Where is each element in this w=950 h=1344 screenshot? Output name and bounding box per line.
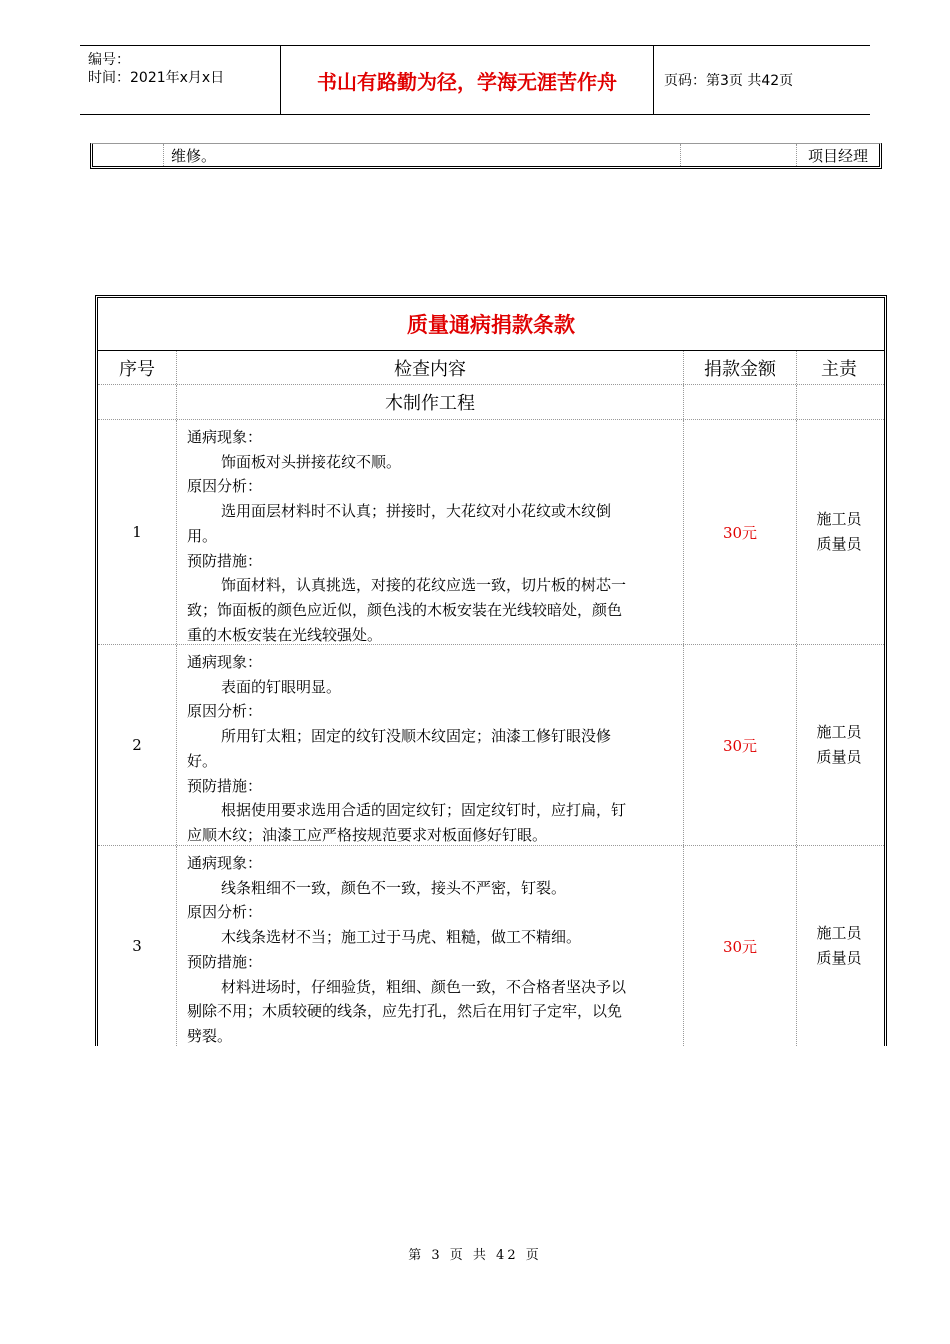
row-amount: 30元 [684,420,797,644]
section-title: 木制作工程 [177,385,684,419]
header-no: 序号 [98,351,177,384]
continuation-row [90,143,882,169]
row-responsible [797,420,881,644]
content-line: 预防措施： [187,952,263,971]
content-line: 好。 [187,751,218,770]
content-line: 劈裂。 [187,1026,233,1045]
header-meta [80,46,281,114]
content-line: 预防措施： [187,551,263,570]
row-number: 3 [98,846,177,1046]
row-content [177,420,684,644]
header-motto: 书山有路勤为径，学海无涯苦作舟 [281,46,654,114]
quality-table [95,295,887,1046]
row-content [177,645,684,845]
table-row [98,645,884,846]
content-line: 选用面层材料时不认真；拼接时，大花纹对小花纹或木纹倒 [221,502,612,521]
content-line: 通病现象： [187,653,263,671]
content-line: 木线条选材不当；施工过于马虎、粗糙，做工不精细。 [221,928,582,947]
responsible-person: 质量员 [816,535,862,553]
section-no-cell [98,385,177,419]
continuation-content: 维修。 [163,144,681,166]
content-line: 根据使用要求选用合适的固定纹钉；固定纹钉时，应打扁，钉 [221,801,627,820]
doc-date: 时间：2021年x月x日 [88,70,225,86]
responsible-person: 施工员 [816,510,862,528]
content-line: 预防措施： [187,776,263,795]
content-line: 饰面板对头拼接花纹不顺。 [221,452,402,471]
content-line: 通病现象： [187,428,263,446]
content-line: 剔除不用；木质较硬的线条，应先打孔，然后在用钉子定牢，以免 [187,1002,623,1021]
section-amount-cell [684,385,797,419]
responsible-person: 质量员 [816,748,862,766]
responsible-person: 质量员 [816,949,862,967]
row-number: 1 [98,420,177,644]
section-row [98,385,884,420]
content-line: 原因分析： [187,702,263,721]
page-header [80,45,870,115]
doc-number: 编号： [88,52,130,68]
row-amount: 30元 [684,846,797,1046]
table-body [98,420,884,1046]
header-page-number: 页码：第3页 共42页 [664,73,794,89]
content-line: 所用钉太粗；固定的纹钉没顺木纹固定；油漆工修钉眼没修 [221,727,612,746]
content-line: 重的木板安装在光线较强处。 [187,625,383,644]
section-responsible-cell [797,385,881,419]
content-line: 用。 [187,526,218,545]
table-row [98,846,884,1046]
header-amount: 捐款金额 [684,351,797,384]
row-content [177,846,684,1046]
responsible-person: 施工员 [816,723,862,741]
row-responsible [797,645,881,845]
content-line: 线条粗细不一致，颜色不一致，接头不严密，钉裂。 [221,878,567,897]
table-row [98,420,884,645]
content-line: 应顺木纹；油漆工应严格按规范要求对板面修好钉眼。 [187,825,548,844]
continuation-amount-cell [681,144,797,166]
row-responsible [797,846,881,1046]
continuation-responsible: 项目经理 [807,147,868,165]
content-line: 材料进场时，仔细验货，粗细、颜色一致，不合格者坚决予以 [221,977,627,996]
content-line: 表面的钉眼明显。 [221,677,342,696]
table-title: 质量通病捐款条款 [98,298,884,351]
table-header-row [98,351,884,385]
responsible-person: 施工员 [816,924,862,942]
content-line: 致；饰面板的颜色应近似，颜色浅的木板安装在光线较暗处，颜色 [187,600,623,619]
header-responsible: 主责 [821,358,857,380]
content-line: 原因分析： [187,477,263,496]
page-footer: 第 3 页 共 42 页 [408,1248,542,1263]
content-line: 通病现象： [187,854,263,872]
header-content: 检查内容 [177,351,684,384]
content-line: 原因分析： [187,903,263,922]
row-amount: 30元 [684,645,797,845]
row-number: 2 [98,645,177,845]
continuation-no-cell [93,144,164,166]
content-line: 饰面材料，认真挑选，对接的花纹应选一致，切片板的树芯一 [221,576,627,595]
